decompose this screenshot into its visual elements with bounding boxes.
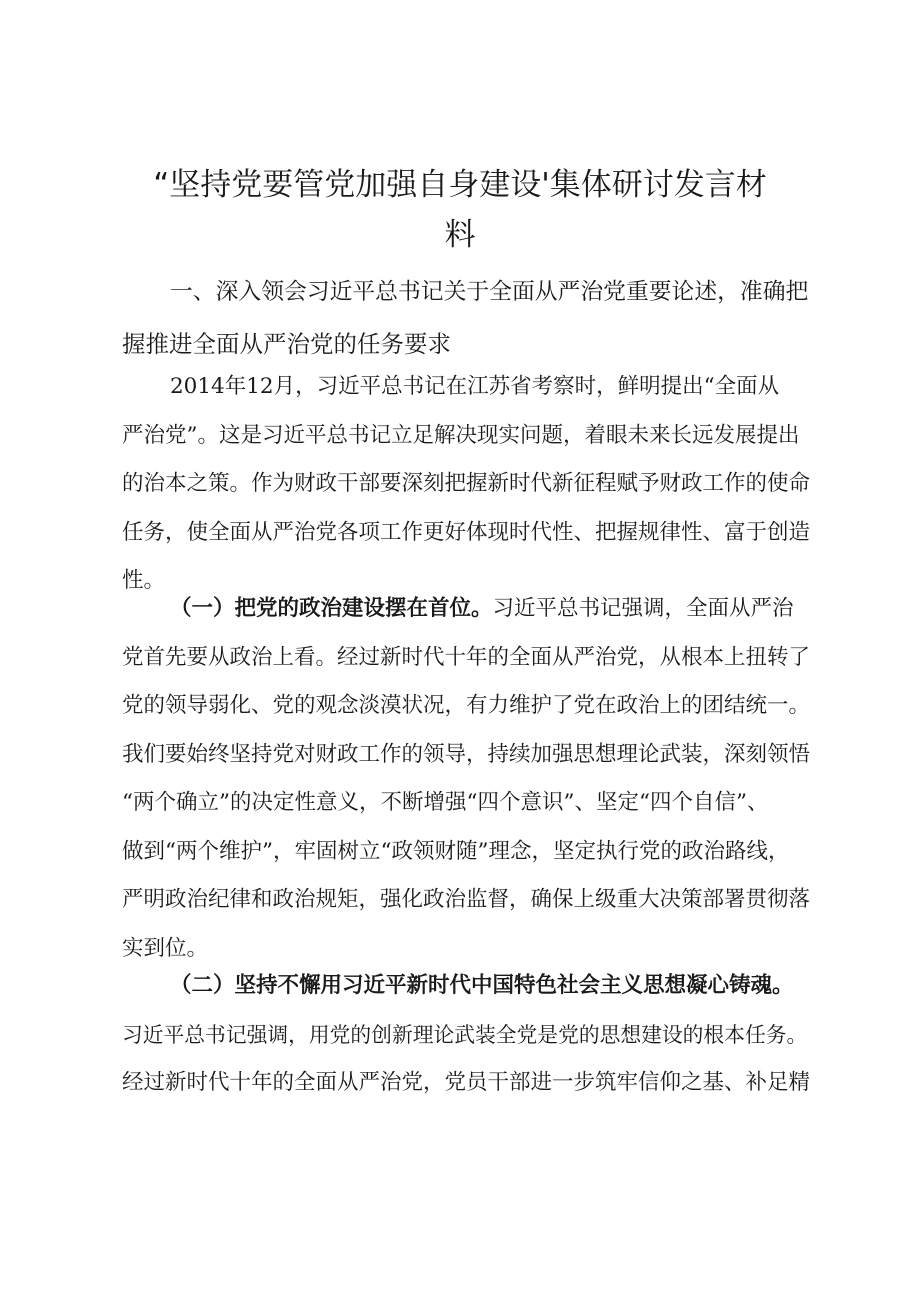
- paragraph-1-line-4: 任务，使全面从严治党各项工作更好体现时代性、把握规律性、富于创造: [122, 519, 811, 545]
- paragraph-3-line-3: 经过新时代十年的全面从严治党，党员干部进一步筑牢信仰之基、补足精: [122, 1070, 811, 1095]
- paragraph-2-line-7: 严明政治纪律和政治规矩，强化政治监督，确保上级重大决策部署贯彻落: [122, 887, 811, 912]
- title-line-2: 料: [444, 217, 476, 253]
- paragraph-3-line-2: 习近平总书记强调，用党的创新理论武装全党是党的思想建设的根本任务。: [122, 1022, 808, 1047]
- paragraph-3-lead: （二）坚持不懈用习近平新时代中国特色社会主义思想凝心铸魂。: [170, 973, 794, 998]
- title-line-1: “坚持党要管党加强自身建设'集体研讨发言材: [153, 167, 767, 203]
- paragraph-1: [122, 363, 812, 606]
- paragraph-2-line-1-rest: 习近平总书记强调，全面从严治: [492, 596, 794, 621]
- paragraph-1-line-2: 严治党”。这是习近平总书记立足解决现实问题，着眼未来长远发展提出: [122, 422, 800, 448]
- paragraph-2: [122, 585, 812, 973]
- paragraph-1-line-3: 的治本之策。作为财政干部要深刻把握新时代新征程赋予财政工作的使命: [122, 471, 811, 496]
- paragraph-1-line-5: 性。: [122, 568, 166, 593]
- paragraph-2-line-3: 党的领导弱化、党的观念淡漠状况，有力维护了党在政治上的团结统一。: [122, 693, 811, 718]
- paragraph-2-line-6: 做到“两个维护”，牢固树立“政领财随”理念，坚定执行党的政治路线，: [122, 838, 790, 864]
- paragraph-3: [122, 962, 812, 1108]
- heading-line-1: 一、深入领会习近平总书记关于全面从严治党重要论述，准确把: [170, 279, 809, 305]
- paragraph-2-line-4: 我们要始终坚持党对财政工作的领导，持续加强思想理论武装，深刻领悟: [122, 741, 811, 767]
- paragraph-2-line-8: 实到位。: [122, 935, 209, 961]
- paragraph-2-lead: （一）把党的政治建设摆在首位。: [170, 596, 493, 621]
- paragraph-2-line-2: 党首先要从政治上看。经过新时代十年的全面从严治党，从根本上扭转了: [122, 644, 811, 670]
- document-title: [120, 160, 800, 260]
- paragraph-2-line-5: “两个确立”的决定性意义，不断增强“四个意识”、坚定“四个自信”、: [122, 790, 769, 815]
- paragraph-1-line-1: 2014年12月，习近平总书记在江苏省考察时，鲜明提出“全面从: [170, 374, 780, 399]
- heading-line-2: 握推进全面从严治党的任务要求: [122, 330, 451, 358]
- paragraph-2-line-1: [122, 585, 812, 634]
- section-heading-1: [122, 266, 812, 370]
